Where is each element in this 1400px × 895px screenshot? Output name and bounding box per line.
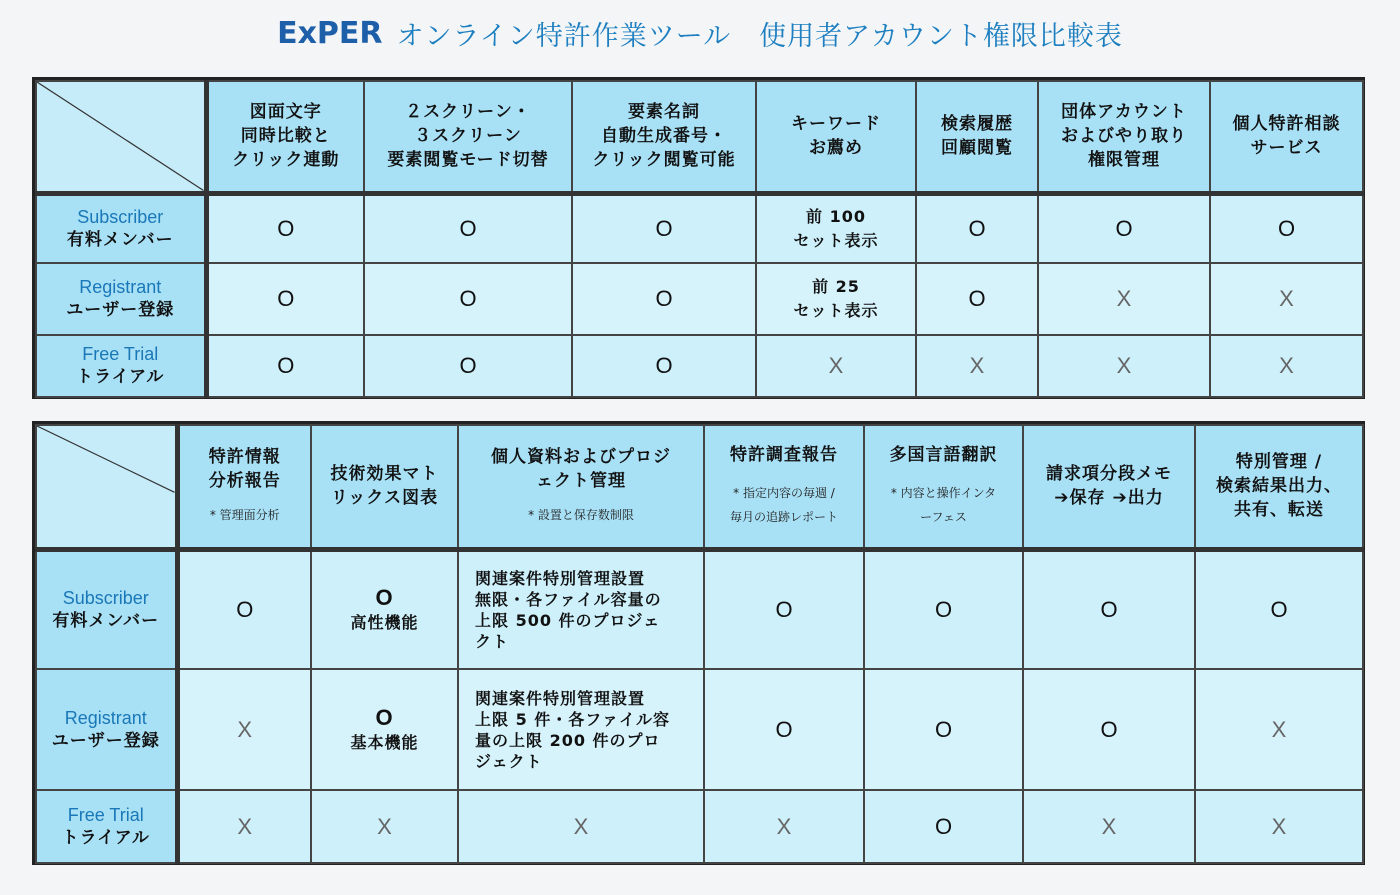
feature-header: 特別管理 / 検索結果出力、 共有、転送 xyxy=(1195,425,1363,549)
permission-cell xyxy=(177,669,311,790)
permission-cell xyxy=(1195,790,1363,863)
permission-cell xyxy=(704,669,864,790)
row-label xyxy=(36,549,177,669)
available-mark: O xyxy=(459,286,477,311)
feature-header: 検索履歴 回顧閲覧 xyxy=(916,81,1038,193)
row-label xyxy=(36,193,206,263)
permission-cell xyxy=(364,193,572,263)
row-label-en: Free Trial xyxy=(67,804,144,825)
permission-cell xyxy=(458,669,704,790)
header-row xyxy=(36,425,1363,549)
unavailable-mark: X xyxy=(237,813,253,839)
row-label-ja: トライアル xyxy=(61,827,150,848)
permissions-table-1 xyxy=(32,77,1365,399)
permission-cell xyxy=(1038,263,1210,335)
permissions-table-2 xyxy=(32,421,1365,865)
available-mark: O xyxy=(934,716,953,742)
permission-cell xyxy=(1023,549,1195,669)
permission-cell xyxy=(572,335,756,397)
feature-header: 特許調査報告 * 指定内容の毎週 / 毎月の追跡レポート xyxy=(704,425,864,549)
unavailable-mark: X xyxy=(1279,353,1294,378)
available-mark: O xyxy=(459,353,477,378)
row-label-en: Subscriber xyxy=(77,206,164,227)
available-mark: O xyxy=(655,353,673,378)
available-mark: O xyxy=(1277,215,1296,241)
corner-cell xyxy=(36,81,206,193)
available-mark: O xyxy=(1270,596,1288,622)
table-row xyxy=(36,549,1363,669)
permission-cell xyxy=(1038,193,1210,263)
available-mark: O xyxy=(1100,716,1118,742)
feature-header: キーワード お薦め xyxy=(756,81,916,193)
permission-cell xyxy=(311,549,458,669)
unavailable-mark: X xyxy=(1116,286,1132,311)
feature-header: 多国言語翻訳 * 内容と操作インタ ーフェス xyxy=(864,425,1023,549)
permission-cell xyxy=(864,669,1023,790)
unavailable-mark: X xyxy=(969,353,985,378)
feature-header: 特許情報 分析報告 * 管理面分析 xyxy=(177,425,311,549)
row-label-en: Subscriber xyxy=(62,587,149,608)
permission-cell xyxy=(458,790,704,863)
permission-cell xyxy=(1210,335,1363,397)
permission-cell xyxy=(1038,335,1210,397)
exper-logo: ExPER xyxy=(277,16,383,51)
permission-cell xyxy=(756,193,916,263)
unavailable-mark: X xyxy=(1116,353,1132,378)
feature-header: ２スクリーン・ ３スクリーン 要素閲覧モード切替 xyxy=(364,81,572,193)
title-text: オンライン特許作業ツール 使用者アカウント権限比較表 xyxy=(396,21,1123,52)
available-mark: O xyxy=(934,813,953,839)
permission-detail: O 基本機能 xyxy=(350,704,419,752)
feature-header: 個人特許相談 サービス xyxy=(1210,81,1363,193)
feature-header: 個人資料およびプロジ ェクト管理 * 設置と保存数制限 xyxy=(458,425,704,549)
row-label-ja: ユーザー登録 xyxy=(66,300,175,320)
row-label xyxy=(36,669,177,790)
feature-header: 団体アカウント およびやり取り 権限管理 xyxy=(1038,81,1210,193)
available-mark: O xyxy=(459,215,477,241)
available-mark: O xyxy=(775,716,793,742)
available-mark: O xyxy=(968,286,986,311)
table-row xyxy=(36,669,1363,790)
row-label xyxy=(36,335,206,397)
available-mark: O xyxy=(277,353,295,378)
table-row xyxy=(36,790,1363,863)
permission-cell xyxy=(916,193,1038,263)
permission-cell xyxy=(864,549,1023,669)
available-mark: O xyxy=(1115,215,1133,241)
permission-cell xyxy=(206,335,364,397)
permission-cell xyxy=(1210,263,1363,335)
unavailable-mark: X xyxy=(1271,813,1287,839)
permission-cell xyxy=(704,790,864,863)
diagonal-line xyxy=(37,82,204,191)
available-mark: O xyxy=(277,215,295,241)
permission-detail: 前 25 セット表示 xyxy=(793,277,879,320)
permission-cell xyxy=(1210,193,1363,263)
row-label-en: Registrant xyxy=(64,707,147,728)
available-mark: O xyxy=(1100,596,1118,622)
permission-cell xyxy=(864,790,1023,863)
permission-detail: 関連案件特別管理設置 無限・各ファイル容量の 上限 500 件のプロジェ クト xyxy=(475,568,662,651)
unavailable-mark: X xyxy=(377,813,392,839)
unavailable-mark: X xyxy=(237,716,253,742)
table-row xyxy=(36,263,1363,335)
permission-detail: O 高性機能 xyxy=(350,584,419,632)
row-label-ja: ユーザー登録 xyxy=(51,730,160,751)
unavailable-mark: X xyxy=(573,813,589,839)
available-mark: O xyxy=(655,286,673,311)
permission-detail: 前 100 セット表示 xyxy=(793,206,879,250)
row-label-en: Registrant xyxy=(79,277,162,297)
available-mark: O xyxy=(277,286,295,311)
permission-cell xyxy=(206,193,364,263)
permission-cell xyxy=(1195,549,1363,669)
permission-cell xyxy=(1195,669,1363,790)
permission-cell xyxy=(458,549,704,669)
feature-header: 技術効果マト リックス図表 xyxy=(311,425,458,549)
corner-cell xyxy=(36,425,177,549)
available-mark: O xyxy=(655,215,673,241)
diagonal-line xyxy=(37,426,175,547)
available-mark: O xyxy=(236,596,254,622)
unavailable-mark: X xyxy=(1279,286,1294,311)
unavailable-mark: X xyxy=(776,813,792,839)
permission-cell xyxy=(572,263,756,335)
page-title xyxy=(0,14,1400,60)
feature-header: 請求項分段メモ ➔保存 ➔出力 xyxy=(1023,425,1195,549)
row-label-en: Free Trial xyxy=(82,344,159,364)
available-mark: O xyxy=(968,215,986,241)
header-row xyxy=(36,81,1363,193)
permission-cell xyxy=(1023,790,1195,863)
row-label-ja: 有料メンバー xyxy=(66,229,174,250)
unavailable-mark: X xyxy=(1271,716,1287,742)
permission-cell xyxy=(311,669,458,790)
permission-cell xyxy=(177,549,311,669)
permission-cell xyxy=(572,193,756,263)
row-label xyxy=(36,790,177,863)
permission-cell xyxy=(756,335,916,397)
unavailable-mark: X xyxy=(828,353,844,378)
permission-cell xyxy=(1023,669,1195,790)
permission-cell xyxy=(364,263,572,335)
unavailable-mark: X xyxy=(1101,813,1117,839)
permission-cell xyxy=(206,263,364,335)
row-label xyxy=(36,263,206,335)
feature-header: 要素名詞 自動生成番号・ クリック閲覧可能 xyxy=(572,81,756,193)
permission-cell xyxy=(311,790,458,863)
table-row xyxy=(36,193,1363,263)
row-label-ja: 有料メンバー xyxy=(52,610,160,631)
available-mark: O xyxy=(934,596,953,622)
row-label-ja: トライアル xyxy=(76,367,165,387)
permission-cell xyxy=(916,263,1038,335)
permission-cell xyxy=(177,790,311,863)
permission-cell xyxy=(756,263,916,335)
permission-detail: 関連案件特別管理設置 上限 5 件・各ファイル容 量の上限 200 件のプロ ジェクト xyxy=(475,688,670,771)
feature-header: 図面文字 同時比較と クリック連動 xyxy=(206,81,364,193)
table-row xyxy=(36,335,1363,397)
available-mark: O xyxy=(775,596,793,622)
permission-cell xyxy=(704,549,864,669)
permission-cell xyxy=(364,335,572,397)
permission-cell xyxy=(916,335,1038,397)
